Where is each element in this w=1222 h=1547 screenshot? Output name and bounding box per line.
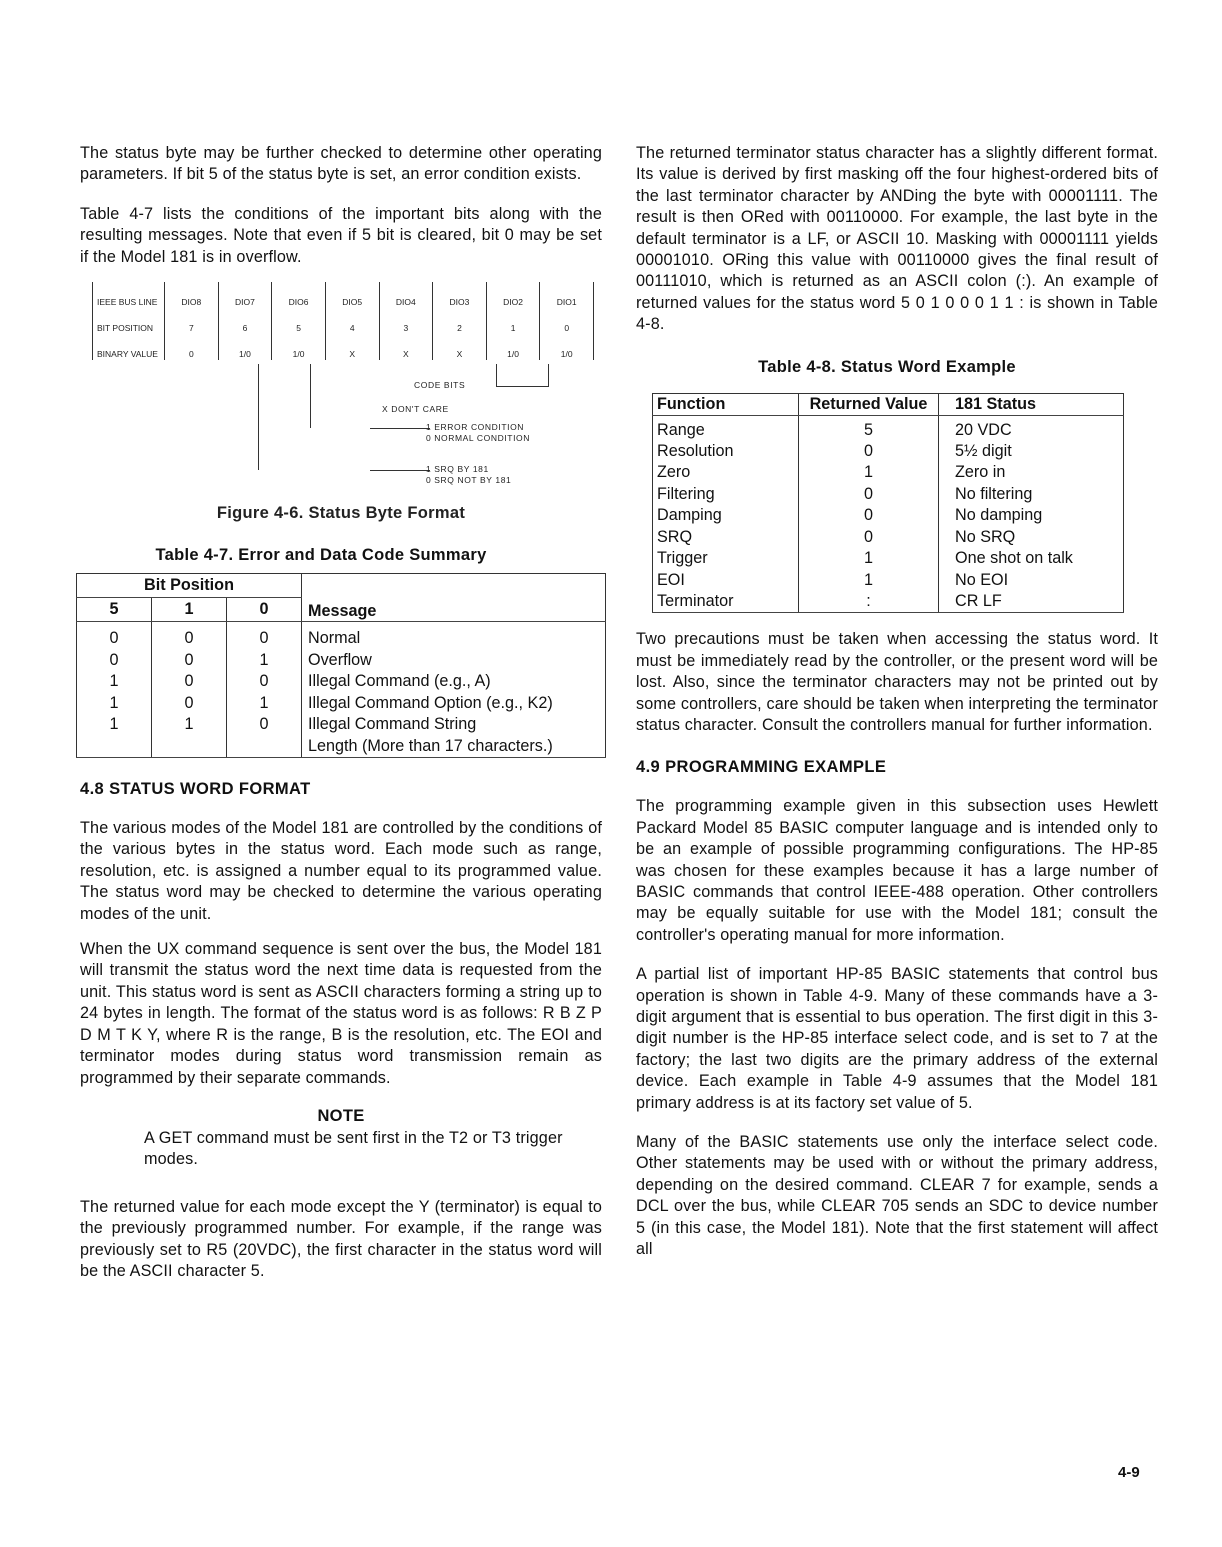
table-cell: Zero [653, 462, 799, 483]
table-cell: 1 [227, 693, 302, 715]
bus-line-cell: DIO7 [218, 282, 272, 308]
bit-position-cell: 4 [325, 308, 379, 334]
table-cell: 1 [799, 548, 939, 569]
bus-line-cell: DIO4 [379, 282, 433, 308]
table-cell: 1 [152, 714, 227, 736]
bit6-connector-vertical [258, 364, 259, 470]
table-cell [152, 736, 227, 758]
table-row [653, 591, 1124, 613]
table-cell: 0 [152, 693, 227, 715]
table-row [653, 548, 1124, 569]
row-label: BIT POSITION [93, 308, 165, 334]
bit0-header: 0 [227, 598, 302, 622]
table-cell: 1 [799, 462, 939, 483]
binary-value-cell: 0 [165, 334, 219, 360]
table-cell: 0 [152, 622, 227, 650]
binary-value-cell: 1/0 [540, 334, 594, 360]
message-header: Message [302, 574, 606, 622]
table-cell: 0 [799, 505, 939, 526]
function-header: Function [653, 393, 799, 415]
note-title: NOTE [317, 1106, 365, 1125]
table47-caption: Table 4-7. Error and Data Code Summary [155, 546, 487, 565]
table-cell: No filtering [939, 484, 1124, 505]
table-cell: Resolution [653, 441, 799, 462]
error-code-summary-table [76, 573, 606, 758]
note-text: A GET command must be sent first in the T2 or T3 trigger modes. [144, 1128, 563, 1169]
table-cell: 0 [152, 650, 227, 672]
bus-line-cell: DIO6 [272, 282, 326, 308]
table-cell: Trigger [653, 548, 799, 569]
section-4-8-heading: 4.8 STATUS WORD FORMAT [80, 780, 311, 799]
table-cell: Normal [302, 622, 606, 650]
table-cell: One shot on talk [939, 548, 1124, 569]
code-bits-bracket-right [548, 364, 549, 386]
table-cell: 1 [77, 714, 152, 736]
bit1-header: 1 [152, 598, 227, 622]
table-cell: Zero in [939, 462, 1124, 483]
table-cell: 1 [227, 650, 302, 672]
bit-position-row [93, 308, 594, 334]
page-number: 4-9 [1118, 1464, 1140, 1481]
bit6-connector-horizontal [370, 470, 430, 471]
table-cell: Illegal Command Option (e.g., K2) [302, 693, 606, 715]
code-bits-bracket-left [496, 364, 497, 386]
bit-position-cell: 3 [379, 308, 433, 334]
section-4-9-heading: 4.9 PROGRAMMING EXAMPLE [636, 758, 887, 777]
table-row [653, 484, 1124, 505]
table-cell: 0 [799, 527, 939, 548]
bus-line-row [93, 282, 594, 308]
basic-statements-paragraph: A partial list of important HP-85 BASIC statements that control bus operation is shown in Table 4-9. Many of these commands have a 3-digit argument that is essential to bus operation. The first digit in this 3-digit number is the HP-85 interface select code, and is set to 7 at the factory; the last two digits are the primary address of the external device. Each example in Table 4-9 assumes that the Model 181 primary address is at its factory set value of 5. [636, 965, 1158, 1112]
precautions-paragraph: Two precautions must be taken when accessing the status word. It must be immediately read by the controller, or the present word will be lost. Also, since the terminator characters may not be printed out by some controllers, care should be taken when interpreting the terminator status character. Consult the controllers manual for further information. [636, 630, 1158, 734]
table-cell: Damping [653, 505, 799, 526]
table-row [653, 415, 1124, 441]
table-cell: EOI [653, 570, 799, 591]
interface-select-code-paragraph: Many of the BASIC statements use only the interface select code. Other statements may be used with or without the primary address, depending on the desired command. CLEAR 7 for example, sends a DCL over the bus, while CLEAR 705 sends an SDC to device number 5 (in this case, the Model 181). Note that the first statement will affect all [636, 1133, 1158, 1259]
table-row [653, 505, 1124, 526]
table-cell: 1 [77, 693, 152, 715]
error-condition-label: 1 ERROR CONDITION [426, 422, 525, 433]
binary-value-cell: X [325, 334, 379, 360]
bit-position-cell: 6 [218, 308, 272, 334]
binary-value-cell: X [433, 334, 487, 360]
table-row [77, 736, 606, 758]
table-row [77, 622, 606, 650]
table-cell: SRQ [653, 527, 799, 548]
binary-value-cell: 1/0 [218, 334, 272, 360]
bus-line-cell: DIO2 [486, 282, 540, 308]
figure-caption: Figure 4-6. Status Byte Format [216, 504, 466, 523]
table-cell: No EOI [939, 570, 1124, 591]
status-byte-figure [80, 282, 602, 542]
returned-value-header: Returned Value [799, 393, 939, 415]
programming-example-paragraph: The programming example given in this subsection uses Hewlett Packard Model 85 BASIC computer language and is intended only to be an example of possible programming configurations. The HP-85 was chosen for these examples because it has a large number of BASIC commands that control IEEE-488 operation. Other controllers may be equally suitable for use with the Model 181; consult the controller's operating manual for more information. [636, 797, 1158, 944]
right-column [636, 143, 1158, 1260]
code-bits-label: CODE BITS [414, 380, 466, 391]
table-cell: 0 [77, 622, 152, 650]
row-label: BINARY VALUE [93, 334, 165, 360]
table-cell: 5 [799, 415, 939, 441]
table47-intro-paragraph: Table 4-7 lists the conditions of the important bits along with the resulting messages. Note that even if 5 bit is cleared, bit 0 may be set if the Model 181 is in overflow. [80, 204, 602, 266]
table-cell: Range [653, 415, 799, 441]
table-cell: Overflow [302, 650, 606, 672]
row-label: IEEE BUS LINE [93, 282, 165, 308]
table-cell: No SRQ [939, 527, 1124, 548]
table-cell [227, 736, 302, 758]
table-cell: 0 [799, 484, 939, 505]
table-row [653, 441, 1124, 462]
binary-value-cell: 1/0 [486, 334, 540, 360]
table-row [653, 462, 1124, 483]
table48-caption: Table 4-8. Status Word Example [758, 357, 1016, 376]
binary-value-row [93, 334, 594, 360]
bit5-header: 5 [77, 598, 152, 622]
table-row [653, 570, 1124, 591]
table-cell: : [799, 591, 939, 613]
bit-position-cell: 2 [433, 308, 487, 334]
normal-condition-label: 0 NORMAL CONDITION [426, 433, 530, 444]
srq-not-by-181-label: 0 SRQ NOT BY 181 [426, 475, 512, 486]
returned-value-paragraph: The returned value for each mode except the Y (terminator) is equal to the previously programmed number. For example, if the range was previously set to R5 (20VDC), the first character in the status word will be the ASCII character 5. [80, 1197, 602, 1280]
code-bits-bracket-bottom [496, 386, 549, 387]
table-cell: Illegal Command String [302, 714, 606, 736]
table-cell: 0 [799, 441, 939, 462]
table-row [77, 693, 606, 715]
dont-care-label: X DON'T CARE [382, 404, 449, 415]
table-cell: 1 [799, 570, 939, 591]
bus-line-cell: DIO5 [325, 282, 379, 308]
table-cell: Terminator [653, 591, 799, 613]
table-cell: CR LF [939, 591, 1124, 613]
status-181-header: 181 Status [939, 393, 1124, 415]
status-word-modes-paragraph: The various modes of the Model 181 are controlled by the conditions of the various bytes in the status word. Each mode such as range, resolution, etc. is assigned a number equal to its programmed value. The status word may be checked to determine the various operating modes of the unit. [80, 819, 602, 923]
srq-by-181-label: 1 SRQ BY 181 [426, 464, 489, 475]
binary-value-cell: X [379, 334, 433, 360]
table-cell: 0 [227, 714, 302, 736]
ux-command-paragraph: When the UX command sequence is sent over the bus, the Model 181 will transmit the status word the next time data is requested from the unit. This status word is sent as ASCII characters forming a string up to 24 bytes in length. The format of the status word is as follows: R B Z P D M T K Y, where R is the range, B is the resolution, etc. The EOI and terminator modes during status word transmission remain as programmed by their separate commands. [80, 940, 602, 1087]
table-cell: 1 [77, 671, 152, 693]
bit-position-header: Bit Position [77, 574, 302, 598]
table-row [77, 650, 606, 672]
left-column [80, 143, 602, 1282]
terminator-format-paragraph: The returned terminator status character has a slightly different format. Its value is derived by first masking off the four highest-ordered bits of the last terminator character by ANDing the byte with 00001111. The result is then ORed with 00110000. For example, the last byte in the default terminator is a LF, or ASCII 10. Masking with 00001111 yields 00001010. ORing this value with 00110000 gives the final result of 00111010, which is returned as an ASCII colon (:). An example of returned values for the status word 5 0 1 0 0 0 1 1 : is shown in Table 4-8. [636, 144, 1158, 334]
status-word-example-table [652, 393, 1124, 614]
table-cell: Filtering [653, 484, 799, 505]
table-cell: 0 [227, 671, 302, 693]
table-cell [77, 736, 152, 758]
table-cell: 0 [227, 622, 302, 650]
table-cell: 0 [152, 671, 227, 693]
bus-line-cell: DIO1 [540, 282, 594, 308]
status-byte-diagram-table [92, 282, 594, 360]
bit5-connector-vertical [310, 364, 311, 428]
bit-position-cell: 7 [165, 308, 219, 334]
table-cell: 0 [77, 650, 152, 672]
intro-paragraph: The status byte may be further checked to determine other operating parameters. If bit 5 of the status byte is set, an error condition exists. [80, 144, 602, 184]
table-row [653, 527, 1124, 548]
bit-position-cell: 1 [486, 308, 540, 334]
binary-value-cell: 1/0 [272, 334, 326, 360]
table-row [77, 671, 606, 693]
table-cell: Illegal Command (e.g., A) [302, 671, 606, 693]
bus-line-cell: DIO3 [433, 282, 487, 308]
table-row [77, 714, 606, 736]
table-cell: 20 VDC [939, 415, 1124, 441]
table-cell: No damping [939, 505, 1124, 526]
table-cell: 5½ digit [939, 441, 1124, 462]
table-cell: Length (More than 17 characters.) [302, 736, 606, 758]
bit-position-cell: 5 [272, 308, 326, 334]
bit-position-cell: 0 [540, 308, 594, 334]
bit5-connector-horizontal [370, 428, 430, 429]
bus-line-cell: DIO8 [165, 282, 219, 308]
